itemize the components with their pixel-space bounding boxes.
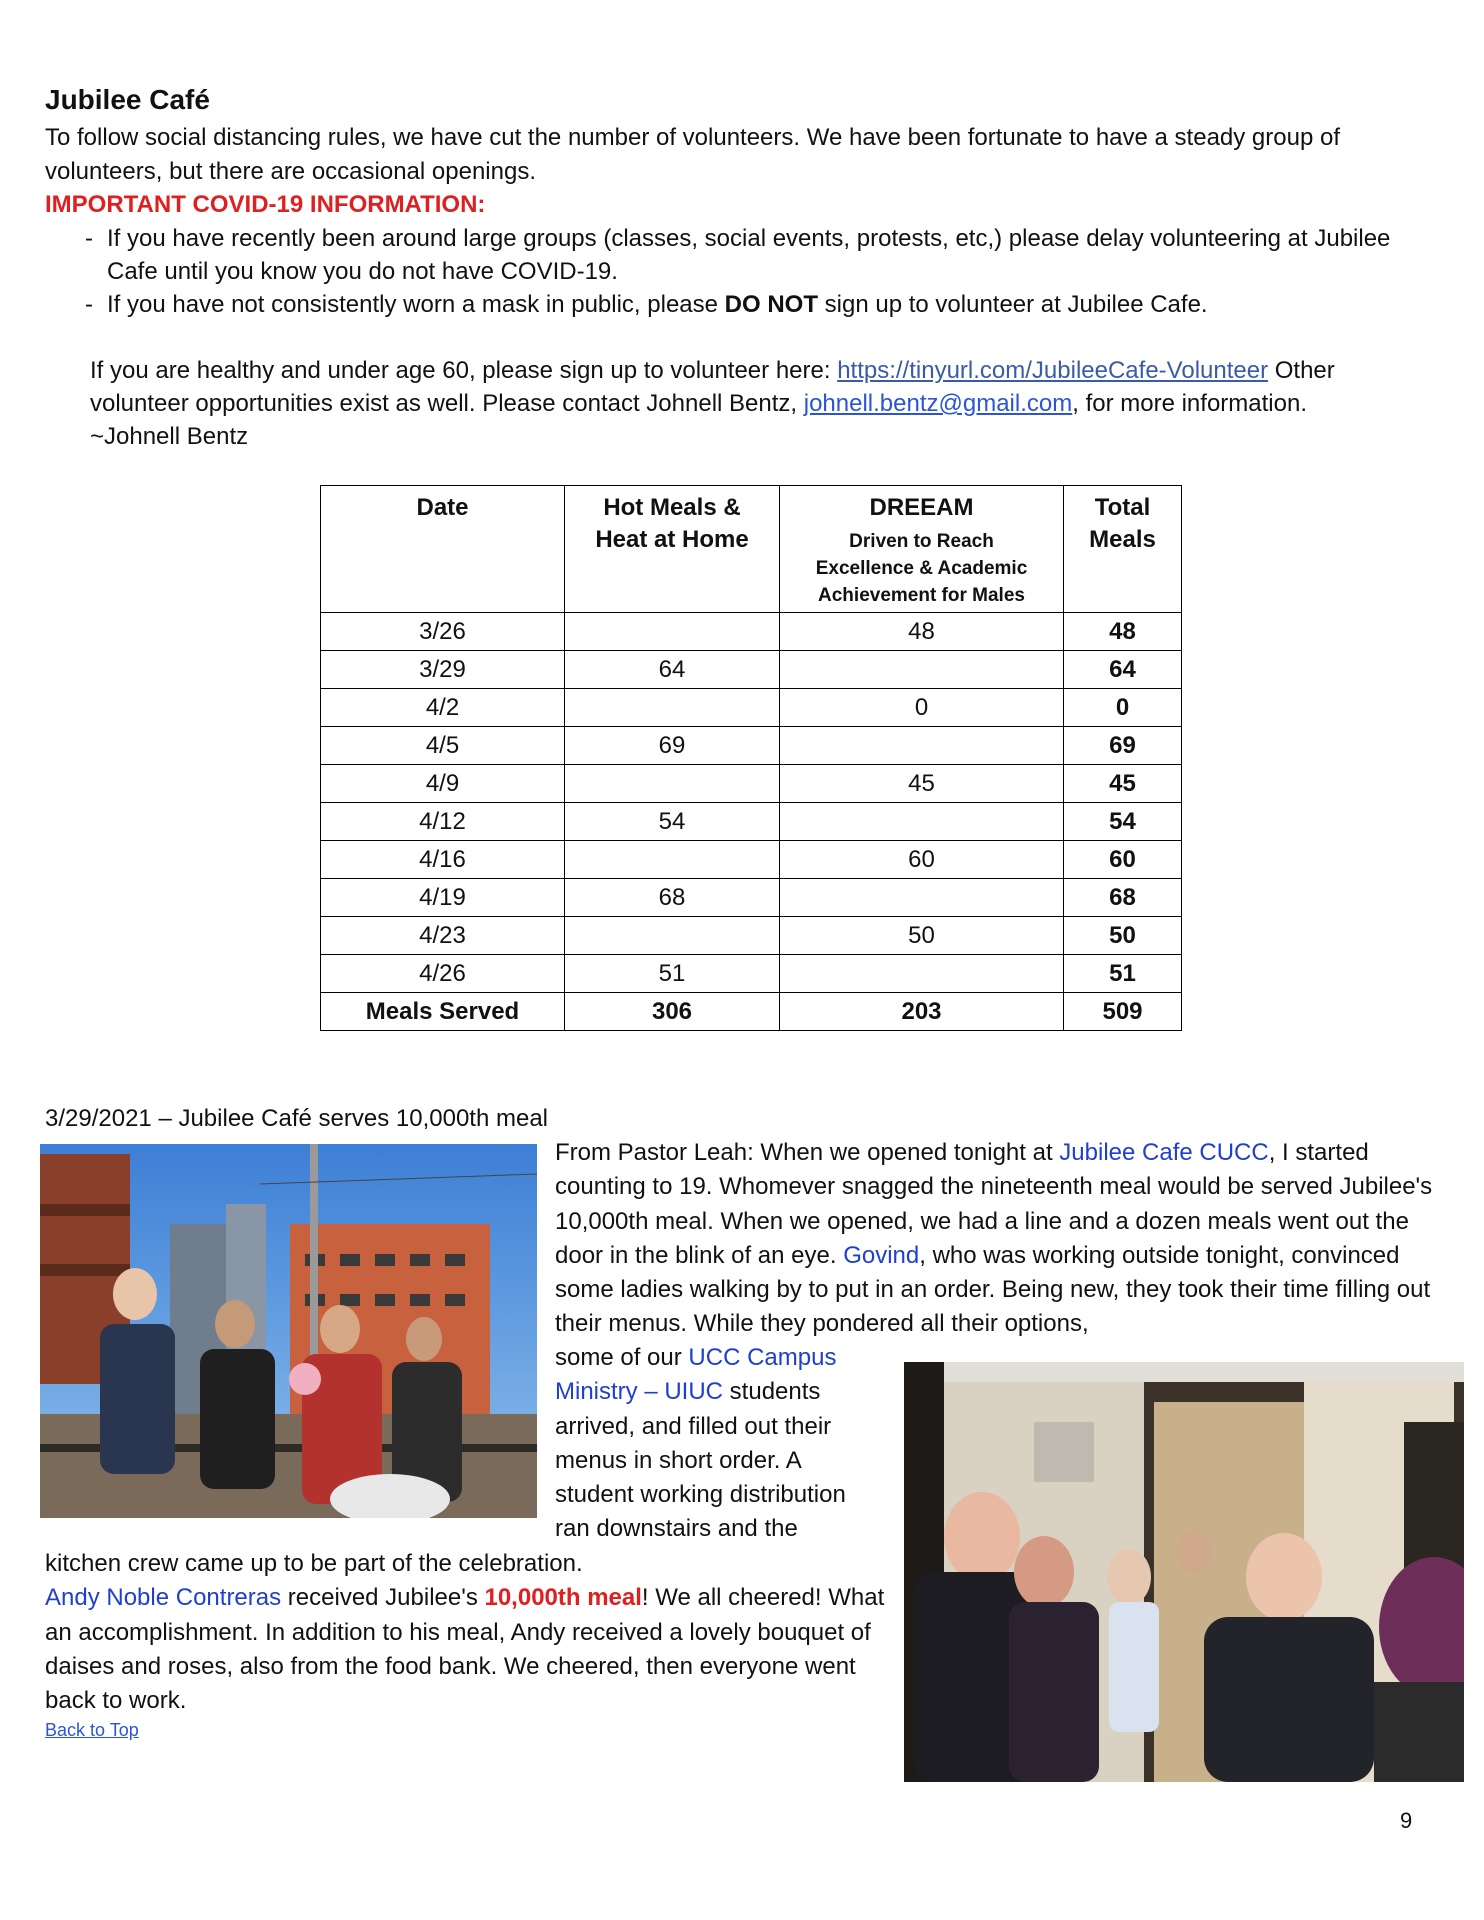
table-row xyxy=(321,841,1182,879)
cell-hot: 68 xyxy=(565,879,780,917)
cell-dreeam: 60 xyxy=(780,841,1064,879)
table-row xyxy=(321,765,1182,803)
cell-hot: 64 xyxy=(565,651,780,689)
table-row xyxy=(321,651,1182,689)
important-heading: IMPORTANT COVID-19 INFORMATION: xyxy=(45,191,486,218)
email-link[interactable]: johnell.bentz@gmail.com xyxy=(803,390,1073,417)
table-row xyxy=(321,613,1182,651)
cell-date: 4/9 xyxy=(321,765,565,803)
cell-total: 50 xyxy=(1064,917,1182,955)
cell-hot xyxy=(565,689,780,727)
cell-dreeam: 0 xyxy=(780,689,1064,727)
volunteer-link[interactable]: https://tinyurl.com/JubileeCafe-Volunteer xyxy=(837,357,1269,384)
signup-paragraph: If you are healthy and under age 60, please sign up to volunteer here: https://tinyurl.com/JubileeCafe-Volunteer Other volunteer opportunities exist as well. Please contact Johnell Bentz, johnell.bentz@gmail.com, for more information. ~Johnell Bentz xyxy=(90,357,1335,450)
cell-date: 4/23 xyxy=(321,917,565,955)
cell-dreeam xyxy=(780,879,1064,917)
cell-date: 4/19 xyxy=(321,879,565,917)
cell-dreeam xyxy=(780,803,1064,841)
story-paragraph-bottom: kitchen crew came up to be part of the celebration. Andy Noble Contreras received Jubilee's 10,000th meal! We all cheered! What an accomplishment. In addition to his meal, Andy received a lovely bouquet of daises and roses, also from the food bank. We cheered, then everyone went back to work. xyxy=(45,1550,885,1715)
table-row xyxy=(321,689,1182,727)
list-item: - If you have not consistently worn a mask in public, please DO NOT sign up to volunteer at Jubilee Cafe. xyxy=(85,291,1208,318)
jubilee-cafe-cucc-link[interactable]: Jubilee Cafe CUCC xyxy=(1059,1139,1269,1166)
cell-dreeam xyxy=(780,955,1064,993)
cell-hot xyxy=(565,765,780,803)
cell-total: 54 xyxy=(1064,803,1182,841)
cell-dreeam: 45 xyxy=(780,765,1064,803)
table-row xyxy=(321,917,1182,955)
table-row xyxy=(321,727,1182,765)
intro-paragraph: To follow social distancing rules, we have cut the number of volunteers. We have been fortunate to have a steady group of volunteers, but there are occasional openings. xyxy=(45,124,1340,185)
cell-total: 51 xyxy=(1064,955,1182,993)
meals-table xyxy=(320,485,1182,1031)
table-row xyxy=(321,803,1182,841)
cell-dreeam xyxy=(780,651,1064,689)
cell-total: 60 xyxy=(1064,841,1182,879)
cell-total: 68 xyxy=(1064,879,1182,917)
cell-total: 69 xyxy=(1064,727,1182,765)
cell-hot: 69 xyxy=(565,727,780,765)
cell-total: 45 xyxy=(1064,765,1182,803)
col-header-total: Total Meals xyxy=(1064,486,1182,613)
students-photo xyxy=(40,1144,537,1518)
cell-dreeam: 50 xyxy=(780,917,1064,955)
cell-date: 3/26 xyxy=(321,613,565,651)
cell-hot xyxy=(565,841,780,879)
cell-hot xyxy=(565,917,780,955)
cell-hot: 54 xyxy=(565,803,780,841)
cell-date: 4/5 xyxy=(321,727,565,765)
cell-date: 3/29 xyxy=(321,651,565,689)
col-header-hot-meals: Hot Meals & Heat at Home xyxy=(565,486,780,613)
andy-noble-contreras-link[interactable]: Andy Noble Contreras xyxy=(45,1584,282,1612)
table-row xyxy=(321,879,1182,917)
cell-total: 48 xyxy=(1064,613,1182,651)
cell-total: 0 xyxy=(1064,689,1182,727)
cell-date: 4/16 xyxy=(321,841,565,879)
signature: ~Johnell Bentz xyxy=(90,423,249,450)
cell-total: 64 xyxy=(1064,651,1182,689)
back-to-top-link[interactable]: Back to Top xyxy=(45,1720,139,1740)
cell-date: 4/12 xyxy=(321,803,565,841)
cell-dreeam xyxy=(780,727,1064,765)
cell-date: 4/2 xyxy=(321,689,565,727)
section-title: Jubilee Café xyxy=(45,84,210,115)
story-paragraph-narrow: some of our UCC Campus Ministry – UIUC students arrived, and filled out their menus in short order. A student working distribution ran downstairs and the xyxy=(555,1344,846,1543)
cell-hot: 51 xyxy=(565,955,780,993)
story-headline: 3/29/2021 – Jubilee Café serves 10,000th meal xyxy=(45,1105,549,1132)
cell-dreeam: 48 xyxy=(780,613,1064,651)
govind-link[interactable]: Govind xyxy=(843,1241,920,1269)
page-number: 9 xyxy=(1400,1808,1413,1833)
ucc-campus-ministry-link[interactable]: UCC Campus Ministry – UIUC xyxy=(555,1344,837,1406)
story-paragraph-top: From Pastor Leah: When we opened tonight at Jubilee Cafe CUCC, I started counting to 19. Whomever snagged the nineteenth meal would be served Jubilee's 10,000th meal. When we opened, we had a line and a dozen meals went out the door in the blink of an eye. Govind, who was working outside tonight, convinced some ladies walking by to put in an order. Being new, they took their time filling out their menus. While they pondered all their options, xyxy=(555,1139,1433,1338)
table-row xyxy=(321,955,1182,993)
milestone-highlight: 10,000th meal xyxy=(484,1584,642,1612)
col-header-date: Date xyxy=(321,486,565,613)
celebration-photo xyxy=(904,1362,1464,1782)
dreeam-subtitle: Driven to Reach Excellence & Academic Achievement for Males xyxy=(815,531,1028,606)
totals-row: Meals Served 306 203 509 xyxy=(321,993,1182,1031)
cell-date: 4/26 xyxy=(321,955,565,993)
cell-hot xyxy=(565,613,780,651)
list-item: - If you have recently been around large groups (classes, social events, protests, etc,) please delay volunteering at Jubilee Cafe until you know you do not have COVID-19. xyxy=(85,225,1391,285)
col-header-dreeam: DREEAM Driven to Reach Excellence & Academic Achievement for Males xyxy=(780,486,1064,613)
